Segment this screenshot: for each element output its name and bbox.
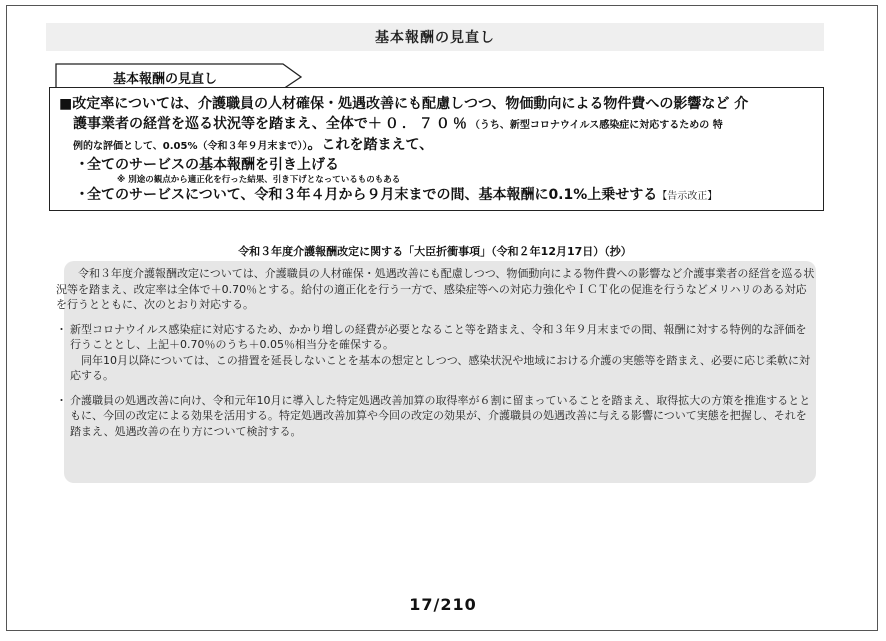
quote-bullet-1: ・ 新型コロナウイルス感染症に対応するため、かかり増しの経費が必要となること等を踏まえ、令和３年９月末までの間、報酬に対する特例的な評価を行うこととし、上記＋0.70％のうち＋0.05％相当分を確保する。 [56, 322, 816, 353]
bullet-dot-icon: ・ [75, 187, 89, 203]
quote-paragraph: 令和３年度介護報酬改定については、介護職員の人材確保・処遇改善にも配慮しつつ、物価動向による物件費への影響など介護事業者の経営を巡る状況等を踏まえ、改定率は全体で＋0.70％とする。給付の適正化を行う一方で、感染症等への対応力強化やＩＣＴ化の促進を行うなどメリハリのある対応を行うとともに、次のとおり対応する。 [56, 267, 815, 311]
summary-bullet-2 [59, 186, 824, 206]
section-tab [55, 63, 300, 89]
bullet-dot-icon: ・ [75, 157, 89, 173]
summary-line-3 [59, 136, 824, 156]
page-title: 基本報酬の見直し [46, 23, 824, 51]
summary-line-2-note: （うち、新型コロナウイルス感染症に対応するための 特 [469, 120, 723, 131]
sub-heading: 令和３年度介護報酬改定に関する「大臣折衝事項」（令和２年12月17日）（抄） [238, 245, 632, 258]
quote-text [56, 266, 816, 439]
summary-line-3-main: 。これを踏まえて、 [307, 137, 434, 153]
summary-note: ※ 別途の観点から適正化を行った結果、引き下げとなっているものもある [117, 175, 401, 185]
summary-bullet-1-text: 全てのサービスの基本報酬を引き上げる [87, 157, 339, 173]
revision-rate: ＋０．７０％ [367, 116, 470, 132]
summary-bullet-2-text: 全てのサービスについて、令和３年４月から９月末までの間、基本報酬に0.1%上乗せする [87, 187, 658, 203]
page-number: 17/210 [409, 595, 477, 614]
quote-bullet-2: ・ 介護職員の処遇改善に向け、令和元年10月に導入した特定処遇改善加算の取得率が６割に留まっていることを踏まえ、取得拡大の方策を推進するとともに、今回の改定による効果を活用する。特定処遇改善加算や今回の改定の効果が、介護職員の処遇改善に与える影響について実態を把握し、それを踏まえ、処遇改善の在り方について検討する。 [56, 393, 816, 440]
summary-line-2 [59, 114, 824, 136]
revision-tag: 【告示改正】 [657, 191, 718, 202]
summary-text [59, 94, 824, 206]
summary-bullet-1 [59, 156, 824, 174]
tab-label: 基本報酬の見直し [113, 72, 218, 87]
summary-line-1: ■改定率については、介護職員の人材確保・処遇改善にも配慮しつつ、物価動向による物件費への影響など 介 [59, 96, 749, 112]
summary-line-3-note: 例的な評価として、0.05%（令和３年９月末まで）） [73, 141, 308, 152]
quote-bullet-1-continuation: 同年10月以降については、この措置を延長しないことを基本の想定としつつ、感染状況や地域における介護の実態等を踏まえ、必要に応じ柔軟に対応する。 [70, 353, 810, 382]
summary-line-2-main: 護事業者の経営を巡る状況等を踏まえ、全体で [73, 116, 368, 132]
